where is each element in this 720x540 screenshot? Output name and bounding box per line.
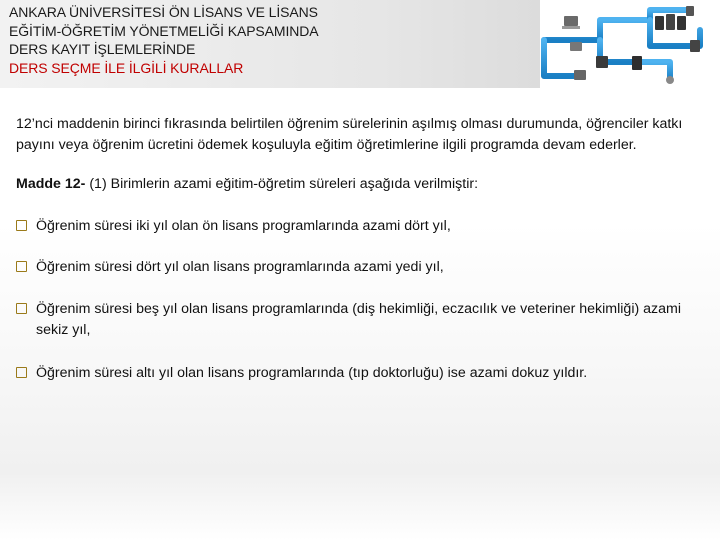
content-body xyxy=(16,114,706,384)
list-item xyxy=(16,257,706,278)
madde-line xyxy=(16,174,706,195)
checkbox-bullet-icon xyxy=(16,220,27,231)
checkbox-bullet-icon xyxy=(16,261,27,272)
list-item-text: Öğrenim süresi dört yıl olan lisans programlarında azami yedi yıl, xyxy=(36,259,444,275)
list-item-text: Öğrenim süresi iki yıl olan ön lisans programlarında azami dört yıl, xyxy=(36,218,451,234)
intro-paragraph: 12’nci maddenin birinci fıkrasında belirtilen öğrenim sürelerinin aşılmış olması durumunda, öğrenciler katkı payını veya öğrenim ücretini ödemek koşuluyla eğitim öğretimlerine ilgili programda devam ederler. xyxy=(16,116,683,153)
list-item xyxy=(16,216,706,237)
network-diagram-icon xyxy=(540,0,720,88)
madde-label: Madde 12- xyxy=(16,176,86,192)
checkbox-bullet-icon xyxy=(16,303,27,314)
header-line-3: DERS KAYIT İŞLEMLERİNDE xyxy=(9,41,196,58)
header-subtitle: DERS SEÇME İLE İLGİLİ KURALLAR xyxy=(9,59,244,76)
header-title xyxy=(9,3,529,77)
list-item-text: Öğrenim süresi beş yıl olan lisans programlarında (diş hekimliği, eczacılık ve veteriner hekimliği) azami sekiz yıl, xyxy=(36,301,681,338)
header-line-1: ANKARA ÜNİVERSİTESİ ÖN LİSANS VE LİSANS xyxy=(9,4,318,20)
checkbox-bullet-icon xyxy=(16,367,27,378)
network-diagram-svg xyxy=(540,0,720,88)
list-item-text: Öğrenim süresi altı yıl olan lisans programlarında (tıp doktorluğu) ise azami dokuz yıldır. xyxy=(36,365,588,381)
madde-text: (1) Birimlerin azami eğitim-öğretim süreleri aşağıda verilmiştir: xyxy=(85,176,479,192)
list-item xyxy=(16,299,706,341)
header-line-2: EĞİTİM-ÖĞRETİM YÖNETMELİĞİ KAPSAMINDA xyxy=(9,22,319,39)
list-item xyxy=(16,363,706,384)
